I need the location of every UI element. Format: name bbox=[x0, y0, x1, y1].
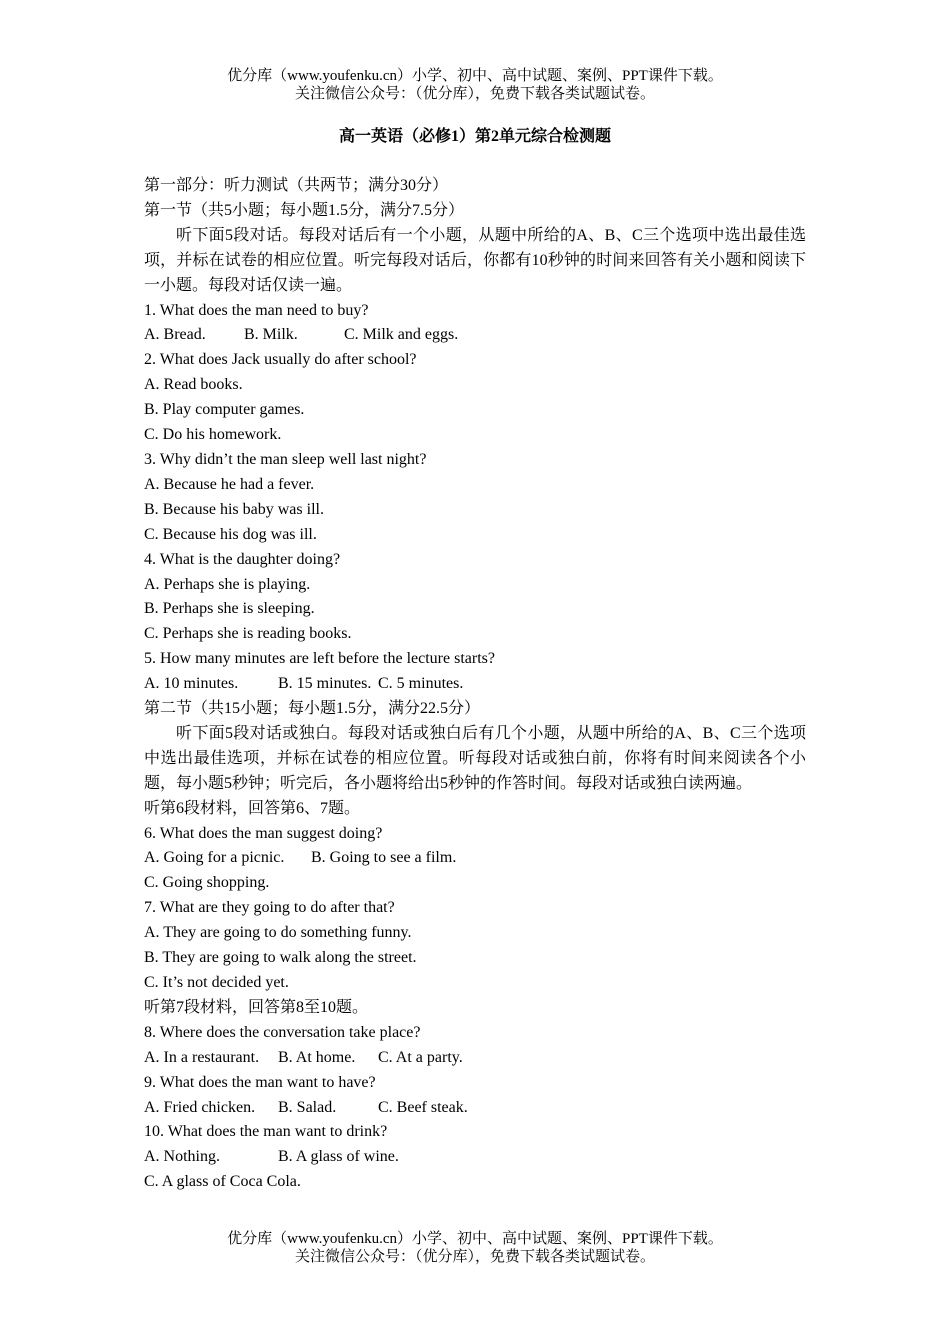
material-7-heading: 听第7段材料，回答第8至10题。 bbox=[144, 998, 369, 1016]
q3-option-c: C. Because his dog was ill. bbox=[144, 525, 317, 543]
q4-option-b: B. Perhaps she is sleeping. bbox=[144, 600, 315, 618]
q4-option-a: A. Perhaps she is playing. bbox=[144, 575, 311, 593]
question-9-options bbox=[144, 1096, 806, 1121]
question-5-options bbox=[144, 672, 806, 697]
q9-option-a: A. Fried chicken. bbox=[144, 1098, 256, 1116]
header-line-2: 关注微信公众号：（优分库），免费下载各类试题试卷。 bbox=[294, 86, 655, 102]
q4-option-c: C. Perhaps she is reading books. bbox=[144, 625, 352, 643]
question-7: 7. What are they going to do after that? bbox=[144, 899, 395, 917]
q9-option-c: C. Beef steak. bbox=[378, 1098, 468, 1116]
q7-option-b: B. They are going to walk along the street. bbox=[144, 949, 417, 967]
q2-option-b: B. Play computer games. bbox=[144, 401, 305, 419]
page-header bbox=[0, 67, 950, 103]
section2-instructions: 听下面5段对话或独白。每段对话或独白后有几个小题，从题中所给的A、B、C三个选项中选出最佳选项，并标在试卷的相应位置。听每段对话或独白前，你将有时间来阅读各个小题，每小题5秒钟；听完后，各小题将给出5秒钟的作答时间。每段对话或独白读两遍。 bbox=[144, 724, 806, 792]
q6-option-c: C. Going shopping. bbox=[144, 874, 270, 892]
q5-option-b: B. 15 minutes. bbox=[278, 675, 372, 693]
question-8: 8. Where does the conversation take place? bbox=[144, 1023, 421, 1041]
q1-option-b: B. Milk. bbox=[244, 326, 298, 344]
question-6-options bbox=[144, 846, 806, 871]
header-line-1: 优分库（www.youfenku.cn）小学、初中、高中试题、案例、PPT课件下载。 bbox=[227, 68, 723, 84]
question-8-options bbox=[144, 1046, 806, 1071]
section1-heading: 第一节（共5小题；每小题1.5分，满分7.5分） bbox=[144, 201, 465, 219]
question-9: 9. What does the man want to have? bbox=[144, 1073, 376, 1091]
q9-option-b: B. Salad. bbox=[278, 1098, 337, 1116]
question-10: 10. What does the man want to drink? bbox=[144, 1123, 388, 1141]
q2-option-a: A. Read books. bbox=[144, 376, 243, 394]
question-10-options bbox=[144, 1145, 806, 1170]
question-4: 4. What is the daughter doing? bbox=[144, 550, 341, 568]
q6-option-a: A. Going for a picnic. bbox=[144, 849, 285, 867]
q1-option-c: C. Milk and eggs. bbox=[344, 326, 459, 344]
q5-option-a: A. 10 minutes. bbox=[144, 675, 239, 693]
q5-option-c: C. 5 minutes. bbox=[378, 675, 464, 693]
section2-heading: 第二节（共15小题；每小题1.5分，满分22.5分） bbox=[144, 700, 481, 718]
q7-option-c: C. It’s not decided yet. bbox=[144, 974, 289, 991]
footer-line-1: 优分库（www.youfenku.cn）小学、初中、高中试题、案例、PPT课件下载。 bbox=[227, 1231, 723, 1247]
q8-option-c: C. At a party. bbox=[378, 1048, 463, 1066]
material-6-heading: 听第6段材料，回答第6、7题。 bbox=[144, 799, 361, 817]
q6-option-b: B. Going to see a film. bbox=[311, 849, 457, 867]
q10-option-b: B. A glass of wine. bbox=[278, 1148, 399, 1166]
part1-heading: 第一部分：听力测试（共两节；满分30分） bbox=[144, 177, 449, 194]
page-footer bbox=[0, 1230, 950, 1266]
q3-option-a: A. Because he had a fever. bbox=[144, 475, 315, 493]
question-1-options bbox=[144, 323, 806, 348]
q8-option-a: A. In a restaurant. bbox=[144, 1048, 260, 1066]
document-title: 高一英语（必修1）第2单元综合检测题 bbox=[338, 128, 611, 145]
q10-option-c: C. A glass of Coca Cola. bbox=[144, 1173, 301, 1191]
question-6: 6. What does the man suggest doing? bbox=[144, 824, 383, 842]
q8-option-b: B. At home. bbox=[278, 1048, 356, 1066]
q2-option-c: C. Do his homework. bbox=[144, 426, 282, 444]
section1-instructions: 听下面5段对话。每段对话后有一个小题，从题中所给的A、B、C三个选项中选出最佳选项，并标在试卷的相应位置。听完每段对话后，你都有10秒钟的时间来回答有关小题和阅读下一小题。每段对话仅读一遍。 bbox=[144, 226, 806, 294]
exam-content bbox=[144, 174, 806, 1195]
footer-line-2: 关注微信公众号：（优分库），免费下载各类试题试卷。 bbox=[294, 1249, 655, 1265]
q1-option-a: A. Bread. bbox=[144, 326, 206, 344]
q3-option-b: B. Because his baby was ill. bbox=[144, 500, 324, 518]
question-5: 5. How many minutes are left before the lecture starts? bbox=[144, 650, 495, 668]
question-3: 3. Why didn’t the man sleep well last night? bbox=[144, 450, 427, 468]
question-2: 2. What does Jack usually do after school? bbox=[144, 351, 417, 369]
q10-option-a: A. Nothing. bbox=[144, 1148, 220, 1166]
q7-option-a: A. They are going to do something funny. bbox=[144, 924, 412, 942]
question-1: 1. What does the man need to buy? bbox=[144, 301, 369, 319]
